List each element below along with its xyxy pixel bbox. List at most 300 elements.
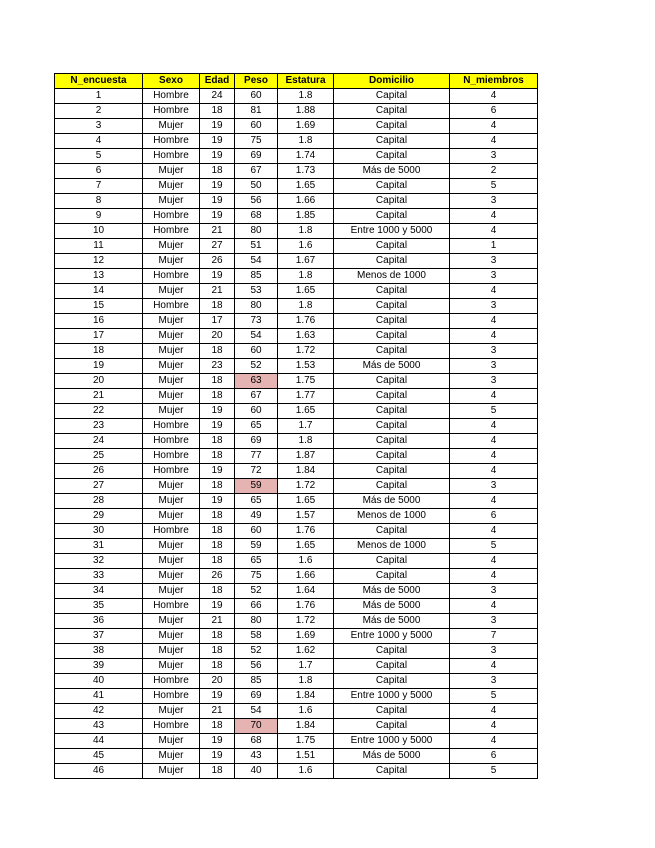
cell-estatura[interactable]: 1.67 — [278, 254, 334, 269]
cell-n-miembros[interactable]: 4 — [450, 734, 538, 749]
cell-domicilio[interactable]: Más de 5000 — [334, 599, 450, 614]
cell-estatura[interactable]: 1.64 — [278, 584, 334, 599]
cell-estatura[interactable]: 1.85 — [278, 209, 334, 224]
cell-edad[interactable]: 18 — [200, 629, 235, 644]
cell-domicilio[interactable]: Capital — [334, 194, 450, 209]
cell-edad[interactable]: 18 — [200, 539, 235, 554]
cell-domicilio[interactable]: Entre 1000 y 5000 — [334, 629, 450, 644]
cell-edad[interactable]: 26 — [200, 254, 235, 269]
cell-edad[interactable]: 24 — [200, 89, 235, 104]
cell-estatura[interactable]: 1.6 — [278, 239, 334, 254]
cell-edad[interactable]: 19 — [200, 134, 235, 149]
cell-peso[interactable]: 54 — [235, 704, 278, 719]
cell-peso[interactable]: 54 — [235, 329, 278, 344]
cell-n-miembros[interactable]: 4 — [450, 209, 538, 224]
cell-n-miembros[interactable]: 5 — [450, 689, 538, 704]
cell-domicilio[interactable]: Entre 1000 y 5000 — [334, 224, 450, 239]
cell-edad[interactable]: 26 — [200, 569, 235, 584]
cell-estatura[interactable]: 1.87 — [278, 449, 334, 464]
cell-n-miembros[interactable]: 4 — [450, 419, 538, 434]
cell-domicilio[interactable]: Capital — [334, 704, 450, 719]
header-sexo[interactable]: Sexo — [143, 74, 200, 89]
cell-n-encuesta[interactable]: 34 — [55, 584, 143, 599]
cell-n-encuesta[interactable]: 27 — [55, 479, 143, 494]
cell-n-encuesta[interactable]: 19 — [55, 359, 143, 374]
cell-n-miembros[interactable]: 4 — [450, 329, 538, 344]
cell-n-encuesta[interactable]: 4 — [55, 134, 143, 149]
cell-domicilio[interactable]: Capital — [334, 389, 450, 404]
cell-n-miembros[interactable]: 2 — [450, 164, 538, 179]
cell-n-encuesta[interactable]: 22 — [55, 404, 143, 419]
cell-sexo[interactable]: Hombre — [143, 269, 200, 284]
cell-edad[interactable]: 20 — [200, 674, 235, 689]
cell-domicilio[interactable]: Capital — [334, 254, 450, 269]
cell-peso[interactable]: 59 — [235, 539, 278, 554]
cell-domicilio[interactable]: Capital — [334, 374, 450, 389]
cell-peso[interactable]: 85 — [235, 269, 278, 284]
cell-domicilio[interactable]: Capital — [334, 464, 450, 479]
cell-sexo[interactable]: Hombre — [143, 524, 200, 539]
cell-n-miembros[interactable]: 3 — [450, 644, 538, 659]
cell-n-encuesta[interactable]: 3 — [55, 119, 143, 134]
cell-edad[interactable]: 18 — [200, 509, 235, 524]
cell-domicilio[interactable]: Capital — [334, 134, 450, 149]
cell-n-miembros[interactable]: 3 — [450, 584, 538, 599]
cell-edad[interactable]: 18 — [200, 524, 235, 539]
cell-n-encuesta[interactable]: 1 — [55, 89, 143, 104]
cell-peso[interactable]: 52 — [235, 359, 278, 374]
cell-n-miembros[interactable]: 4 — [450, 494, 538, 509]
cell-n-miembros[interactable]: 4 — [450, 119, 538, 134]
cell-n-encuesta[interactable]: 44 — [55, 734, 143, 749]
cell-edad[interactable]: 20 — [200, 329, 235, 344]
cell-domicilio[interactable]: Entre 1000 y 5000 — [334, 689, 450, 704]
cell-estatura[interactable]: 1.6 — [278, 554, 334, 569]
cell-edad[interactable]: 19 — [200, 734, 235, 749]
cell-sexo[interactable]: Mujer — [143, 629, 200, 644]
cell-peso[interactable]: 53 — [235, 284, 278, 299]
cell-n-miembros[interactable]: 4 — [450, 704, 538, 719]
cell-domicilio[interactable]: Menos de 1000 — [334, 539, 450, 554]
cell-domicilio[interactable]: Capital — [334, 659, 450, 674]
cell-domicilio[interactable]: Más de 5000 — [334, 494, 450, 509]
cell-estatura[interactable]: 1.8 — [278, 134, 334, 149]
cell-n-miembros[interactable]: 4 — [450, 464, 538, 479]
cell-peso[interactable]: 80 — [235, 224, 278, 239]
cell-sexo[interactable]: Mujer — [143, 539, 200, 554]
cell-sexo[interactable]: Mujer — [143, 164, 200, 179]
cell-peso[interactable]: 65 — [235, 554, 278, 569]
cell-n-encuesta[interactable]: 31 — [55, 539, 143, 554]
cell-estatura[interactable]: 1.8 — [278, 89, 334, 104]
cell-domicilio[interactable]: Capital — [334, 104, 450, 119]
cell-estatura[interactable]: 1.72 — [278, 479, 334, 494]
cell-estatura[interactable]: 1.7 — [278, 659, 334, 674]
cell-peso[interactable]: 43 — [235, 749, 278, 764]
cell-n-encuesta[interactable]: 2 — [55, 104, 143, 119]
cell-domicilio[interactable]: Capital — [334, 149, 450, 164]
cell-n-miembros[interactable]: 4 — [450, 389, 538, 404]
cell-peso[interactable]: 66 — [235, 599, 278, 614]
cell-domicilio[interactable]: Capital — [334, 119, 450, 134]
cell-n-miembros[interactable]: 4 — [450, 554, 538, 569]
cell-estatura[interactable]: 1.8 — [278, 299, 334, 314]
cell-estatura[interactable]: 1.76 — [278, 314, 334, 329]
cell-estatura[interactable]: 1.88 — [278, 104, 334, 119]
cell-estatura[interactable]: 1.8 — [278, 434, 334, 449]
cell-peso[interactable]: 75 — [235, 134, 278, 149]
cell-peso[interactable]: 65 — [235, 419, 278, 434]
cell-edad[interactable]: 18 — [200, 374, 235, 389]
cell-edad[interactable]: 18 — [200, 644, 235, 659]
cell-edad[interactable]: 19 — [200, 419, 235, 434]
cell-edad[interactable]: 21 — [200, 704, 235, 719]
cell-n-miembros[interactable]: 3 — [450, 149, 538, 164]
cell-domicilio[interactable]: Capital — [334, 299, 450, 314]
cell-peso[interactable]: 85 — [235, 674, 278, 689]
cell-peso[interactable]: 63 — [235, 374, 278, 389]
cell-estatura[interactable]: 1.51 — [278, 749, 334, 764]
cell-estatura[interactable]: 1.73 — [278, 164, 334, 179]
cell-n-encuesta[interactable]: 41 — [55, 689, 143, 704]
cell-peso[interactable]: 60 — [235, 524, 278, 539]
cell-n-miembros[interactable]: 4 — [450, 599, 538, 614]
header-n-encuesta[interactable]: N_encuesta — [55, 74, 143, 89]
cell-domicilio[interactable]: Capital — [334, 449, 450, 464]
header-n-miembros[interactable]: N_miembros — [450, 74, 538, 89]
cell-peso[interactable]: 58 — [235, 629, 278, 644]
cell-peso[interactable]: 72 — [235, 464, 278, 479]
cell-estatura[interactable]: 1.66 — [278, 569, 334, 584]
cell-peso[interactable]: 80 — [235, 614, 278, 629]
cell-edad[interactable]: 18 — [200, 554, 235, 569]
cell-n-encuesta[interactable]: 20 — [55, 374, 143, 389]
cell-edad[interactable]: 18 — [200, 719, 235, 734]
cell-n-miembros[interactable]: 4 — [450, 314, 538, 329]
cell-peso[interactable]: 49 — [235, 509, 278, 524]
cell-peso[interactable]: 60 — [235, 89, 278, 104]
cell-estatura[interactable]: 1.76 — [278, 524, 334, 539]
cell-edad[interactable]: 19 — [200, 749, 235, 764]
cell-sexo[interactable]: Mujer — [143, 479, 200, 494]
cell-n-encuesta[interactable]: 5 — [55, 149, 143, 164]
cell-n-encuesta[interactable]: 36 — [55, 614, 143, 629]
cell-peso[interactable]: 69 — [235, 149, 278, 164]
cell-n-miembros[interactable]: 3 — [450, 479, 538, 494]
cell-estatura[interactable]: 1.65 — [278, 179, 334, 194]
cell-n-miembros[interactable]: 5 — [450, 539, 538, 554]
cell-n-encuesta[interactable]: 33 — [55, 569, 143, 584]
cell-sexo[interactable]: Mujer — [143, 764, 200, 779]
cell-n-encuesta[interactable]: 17 — [55, 329, 143, 344]
cell-domicilio[interactable]: Capital — [334, 524, 450, 539]
cell-peso[interactable]: 77 — [235, 449, 278, 464]
cell-n-encuesta[interactable]: 11 — [55, 239, 143, 254]
cell-edad[interactable]: 19 — [200, 149, 235, 164]
cell-n-encuesta[interactable]: 43 — [55, 719, 143, 734]
cell-n-miembros[interactable]: 4 — [450, 524, 538, 539]
cell-edad[interactable]: 18 — [200, 164, 235, 179]
cell-peso[interactable]: 60 — [235, 404, 278, 419]
cell-sexo[interactable]: Mujer — [143, 584, 200, 599]
cell-domicilio[interactable]: Capital — [334, 89, 450, 104]
header-peso[interactable]: Peso — [235, 74, 278, 89]
cell-edad[interactable]: 18 — [200, 389, 235, 404]
cell-n-miembros[interactable]: 4 — [450, 89, 538, 104]
cell-n-encuesta[interactable]: 37 — [55, 629, 143, 644]
cell-n-miembros[interactable]: 3 — [450, 269, 538, 284]
cell-n-encuesta[interactable]: 46 — [55, 764, 143, 779]
cell-sexo[interactable]: Hombre — [143, 434, 200, 449]
cell-peso[interactable]: 80 — [235, 299, 278, 314]
cell-estatura[interactable]: 1.75 — [278, 734, 334, 749]
cell-domicilio[interactable]: Capital — [334, 719, 450, 734]
cell-edad[interactable]: 18 — [200, 659, 235, 674]
cell-edad[interactable]: 21 — [200, 614, 235, 629]
cell-sexo[interactable]: Hombre — [143, 719, 200, 734]
cell-peso[interactable]: 40 — [235, 764, 278, 779]
cell-n-miembros[interactable]: 3 — [450, 254, 538, 269]
cell-peso[interactable]: 67 — [235, 164, 278, 179]
cell-estatura[interactable]: 1.72 — [278, 344, 334, 359]
cell-sexo[interactable]: Mujer — [143, 254, 200, 269]
cell-sexo[interactable]: Mujer — [143, 554, 200, 569]
cell-estatura[interactable]: 1.62 — [278, 644, 334, 659]
cell-peso[interactable]: 68 — [235, 209, 278, 224]
cell-domicilio[interactable]: Capital — [334, 239, 450, 254]
cell-edad[interactable]: 18 — [200, 104, 235, 119]
cell-n-encuesta[interactable]: 16 — [55, 314, 143, 329]
cell-sexo[interactable]: Mujer — [143, 404, 200, 419]
cell-domicilio[interactable]: Capital — [334, 764, 450, 779]
cell-sexo[interactable]: Hombre — [143, 599, 200, 614]
cell-domicilio[interactable]: Más de 5000 — [334, 359, 450, 374]
cell-edad[interactable]: 18 — [200, 764, 235, 779]
cell-n-miembros[interactable]: 6 — [450, 749, 538, 764]
cell-peso[interactable]: 56 — [235, 659, 278, 674]
cell-n-encuesta[interactable]: 25 — [55, 449, 143, 464]
cell-edad[interactable]: 19 — [200, 269, 235, 284]
cell-peso[interactable]: 54 — [235, 254, 278, 269]
cell-edad[interactable]: 21 — [200, 224, 235, 239]
cell-estatura[interactable]: 1.65 — [278, 284, 334, 299]
cell-n-encuesta[interactable]: 23 — [55, 419, 143, 434]
cell-n-miembros[interactable]: 3 — [450, 614, 538, 629]
header-edad[interactable]: Edad — [200, 74, 235, 89]
cell-edad[interactable]: 19 — [200, 209, 235, 224]
cell-estatura[interactable]: 1.77 — [278, 389, 334, 404]
cell-peso[interactable]: 50 — [235, 179, 278, 194]
cell-n-miembros[interactable]: 4 — [450, 224, 538, 239]
cell-edad[interactable]: 19 — [200, 689, 235, 704]
cell-sexo[interactable]: Mujer — [143, 239, 200, 254]
cell-domicilio[interactable]: Más de 5000 — [334, 584, 450, 599]
cell-peso[interactable]: 59 — [235, 479, 278, 494]
cell-sexo[interactable]: Mujer — [143, 659, 200, 674]
cell-n-encuesta[interactable]: 8 — [55, 194, 143, 209]
cell-estatura[interactable]: 1.66 — [278, 194, 334, 209]
cell-estatura[interactable]: 1.76 — [278, 599, 334, 614]
cell-edad[interactable]: 18 — [200, 434, 235, 449]
cell-edad[interactable]: 18 — [200, 449, 235, 464]
cell-peso[interactable]: 68 — [235, 734, 278, 749]
cell-estatura[interactable]: 1.7 — [278, 419, 334, 434]
cell-peso[interactable]: 67 — [235, 389, 278, 404]
cell-estatura[interactable]: 1.65 — [278, 539, 334, 554]
cell-n-miembros[interactable]: 4 — [450, 284, 538, 299]
cell-edad[interactable]: 19 — [200, 194, 235, 209]
cell-edad[interactable]: 19 — [200, 599, 235, 614]
cell-n-encuesta[interactable]: 12 — [55, 254, 143, 269]
cell-n-miembros[interactable]: 4 — [450, 719, 538, 734]
cell-sexo[interactable]: Hombre — [143, 299, 200, 314]
cell-n-encuesta[interactable]: 9 — [55, 209, 143, 224]
cell-n-miembros[interactable]: 3 — [450, 674, 538, 689]
cell-edad[interactable]: 19 — [200, 464, 235, 479]
cell-edad[interactable]: 17 — [200, 314, 235, 329]
cell-domicilio[interactable]: Capital — [334, 179, 450, 194]
cell-domicilio[interactable]: Capital — [334, 434, 450, 449]
cell-peso[interactable]: 60 — [235, 119, 278, 134]
cell-edad[interactable]: 19 — [200, 494, 235, 509]
cell-sexo[interactable]: Mujer — [143, 314, 200, 329]
cell-sexo[interactable]: Hombre — [143, 224, 200, 239]
cell-n-miembros[interactable]: 4 — [450, 134, 538, 149]
cell-n-miembros[interactable]: 4 — [450, 569, 538, 584]
cell-estatura[interactable]: 1.72 — [278, 614, 334, 629]
cell-peso[interactable]: 52 — [235, 584, 278, 599]
cell-edad[interactable]: 18 — [200, 344, 235, 359]
cell-sexo[interactable]: Hombre — [143, 134, 200, 149]
cell-domicilio[interactable]: Capital — [334, 209, 450, 224]
cell-n-miembros[interactable]: 3 — [450, 194, 538, 209]
cell-edad[interactable]: 21 — [200, 284, 235, 299]
cell-peso[interactable]: 75 — [235, 569, 278, 584]
cell-sexo[interactable]: Hombre — [143, 149, 200, 164]
cell-n-miembros[interactable]: 5 — [450, 404, 538, 419]
cell-n-miembros[interactable]: 4 — [450, 434, 538, 449]
cell-n-miembros[interactable]: 3 — [450, 359, 538, 374]
cell-estatura[interactable]: 1.6 — [278, 764, 334, 779]
cell-n-encuesta[interactable]: 14 — [55, 284, 143, 299]
cell-edad[interactable]: 18 — [200, 479, 235, 494]
cell-n-encuesta[interactable]: 39 — [55, 659, 143, 674]
header-domicilio[interactable]: Domicilio — [334, 74, 450, 89]
cell-peso[interactable]: 81 — [235, 104, 278, 119]
cell-n-miembros[interactable]: 5 — [450, 179, 538, 194]
cell-edad[interactable]: 18 — [200, 584, 235, 599]
cell-sexo[interactable]: Mujer — [143, 329, 200, 344]
cell-n-encuesta[interactable]: 13 — [55, 269, 143, 284]
cell-domicilio[interactable]: Capital — [334, 344, 450, 359]
cell-domicilio[interactable]: Más de 5000 — [334, 164, 450, 179]
cell-n-encuesta[interactable]: 21 — [55, 389, 143, 404]
cell-domicilio[interactable]: Capital — [334, 404, 450, 419]
cell-sexo[interactable]: Hombre — [143, 689, 200, 704]
cell-n-miembros[interactable]: 3 — [450, 344, 538, 359]
cell-peso[interactable]: 56 — [235, 194, 278, 209]
cell-estatura[interactable]: 1.84 — [278, 719, 334, 734]
cell-sexo[interactable]: Mujer — [143, 509, 200, 524]
cell-n-miembros[interactable]: 3 — [450, 374, 538, 389]
cell-domicilio[interactable]: Capital — [334, 674, 450, 689]
cell-estatura[interactable]: 1.6 — [278, 704, 334, 719]
cell-sexo[interactable]: Mujer — [143, 374, 200, 389]
cell-domicilio[interactable]: Capital — [334, 314, 450, 329]
cell-domicilio[interactable]: Más de 5000 — [334, 749, 450, 764]
cell-sexo[interactable]: Mujer — [143, 569, 200, 584]
cell-sexo[interactable]: Hombre — [143, 449, 200, 464]
cell-estatura[interactable]: 1.65 — [278, 494, 334, 509]
cell-n-encuesta[interactable]: 26 — [55, 464, 143, 479]
cell-peso[interactable]: 69 — [235, 434, 278, 449]
cell-n-encuesta[interactable]: 24 — [55, 434, 143, 449]
cell-n-encuesta[interactable]: 6 — [55, 164, 143, 179]
cell-n-encuesta[interactable]: 45 — [55, 749, 143, 764]
cell-n-encuesta[interactable]: 29 — [55, 509, 143, 524]
cell-estatura[interactable]: 1.63 — [278, 329, 334, 344]
cell-n-encuesta[interactable]: 7 — [55, 179, 143, 194]
cell-estatura[interactable]: 1.84 — [278, 689, 334, 704]
cell-domicilio[interactable]: Capital — [334, 329, 450, 344]
cell-estatura[interactable]: 1.69 — [278, 119, 334, 134]
cell-sexo[interactable]: Hombre — [143, 209, 200, 224]
cell-peso[interactable]: 60 — [235, 344, 278, 359]
cell-sexo[interactable]: Mujer — [143, 734, 200, 749]
cell-estatura[interactable]: 1.84 — [278, 464, 334, 479]
cell-domicilio[interactable]: Capital — [334, 419, 450, 434]
cell-peso[interactable]: 70 — [235, 719, 278, 734]
cell-sexo[interactable]: Mujer — [143, 389, 200, 404]
cell-sexo[interactable]: Mujer — [143, 749, 200, 764]
cell-peso[interactable]: 73 — [235, 314, 278, 329]
cell-edad[interactable]: 19 — [200, 404, 235, 419]
cell-domicilio[interactable]: Entre 1000 y 5000 — [334, 734, 450, 749]
cell-n-encuesta[interactable]: 15 — [55, 299, 143, 314]
cell-sexo[interactable]: Mujer — [143, 179, 200, 194]
cell-estatura[interactable]: 1.57 — [278, 509, 334, 524]
cell-estatura[interactable]: 1.8 — [278, 224, 334, 239]
cell-domicilio[interactable]: Capital — [334, 479, 450, 494]
cell-estatura[interactable]: 1.53 — [278, 359, 334, 374]
cell-sexo[interactable]: Mujer — [143, 494, 200, 509]
cell-sexo[interactable]: Mujer — [143, 359, 200, 374]
cell-edad[interactable]: 19 — [200, 119, 235, 134]
cell-sexo[interactable]: Hombre — [143, 674, 200, 689]
cell-peso[interactable]: 69 — [235, 689, 278, 704]
cell-n-miembros[interactable]: 7 — [450, 629, 538, 644]
cell-peso[interactable]: 51 — [235, 239, 278, 254]
cell-n-miembros[interactable]: 3 — [450, 299, 538, 314]
cell-n-miembros[interactable]: 1 — [450, 239, 538, 254]
cell-n-encuesta[interactable]: 28 — [55, 494, 143, 509]
cell-n-encuesta[interactable]: 18 — [55, 344, 143, 359]
cell-domicilio[interactable]: Capital — [334, 554, 450, 569]
cell-estatura[interactable]: 1.74 — [278, 149, 334, 164]
cell-peso[interactable]: 52 — [235, 644, 278, 659]
cell-sexo[interactable]: Mujer — [143, 644, 200, 659]
cell-sexo[interactable]: Mujer — [143, 614, 200, 629]
cell-n-encuesta[interactable]: 38 — [55, 644, 143, 659]
cell-domicilio[interactable]: Capital — [334, 284, 450, 299]
cell-n-miembros[interactable]: 4 — [450, 659, 538, 674]
cell-sexo[interactable]: Mujer — [143, 284, 200, 299]
cell-domicilio[interactable]: Capital — [334, 569, 450, 584]
cell-sexo[interactable]: Hombre — [143, 104, 200, 119]
cell-edad[interactable]: 23 — [200, 359, 235, 374]
cell-estatura[interactable]: 1.75 — [278, 374, 334, 389]
cell-n-encuesta[interactable]: 40 — [55, 674, 143, 689]
